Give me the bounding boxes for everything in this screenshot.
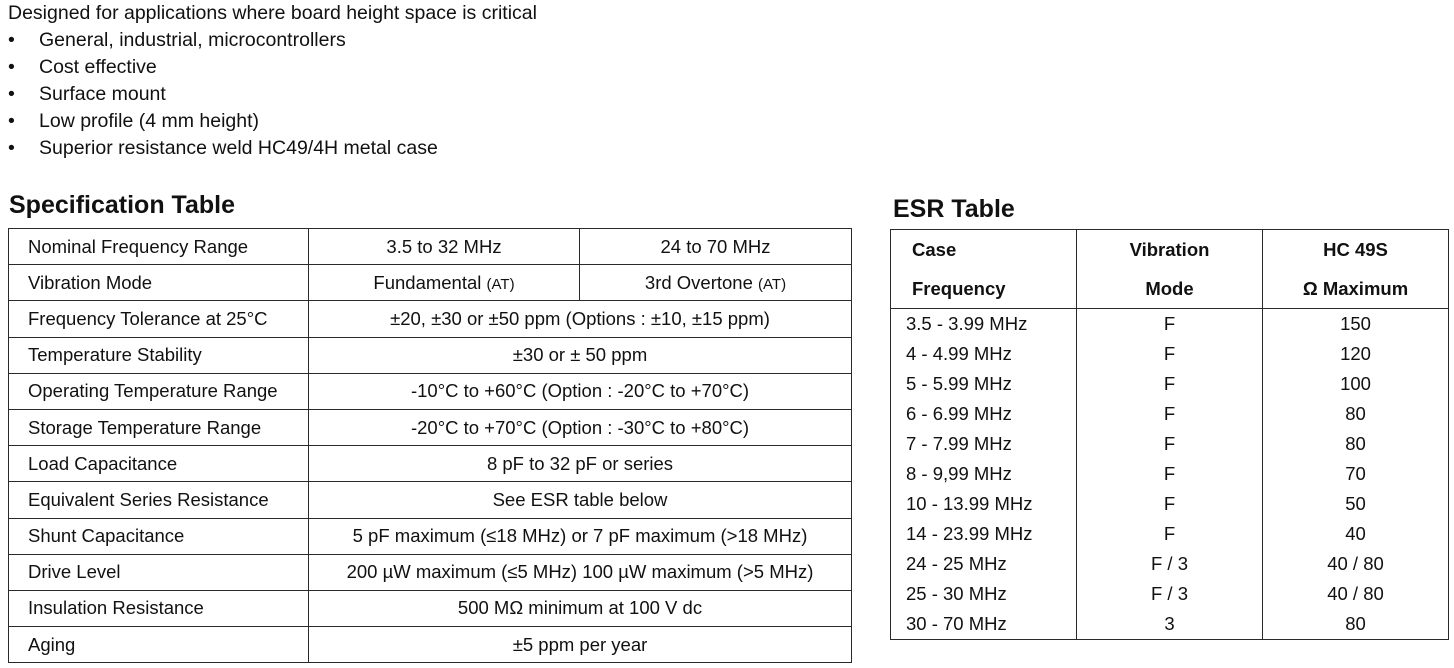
table-row xyxy=(9,337,852,373)
mode-cell: F / 3 xyxy=(1077,579,1263,609)
frequency-cell: 4 - 4.99 MHz xyxy=(891,339,1077,369)
frequency-cell: 24 - 25 MHz xyxy=(891,549,1077,579)
intro-heading: Designed for applications where board height space is critical xyxy=(8,2,537,24)
param-value: ±20, ±30 or ±50 ppm (Options : ±10, ±15 ppm) xyxy=(309,301,852,337)
feature-list xyxy=(8,27,537,162)
param-name: Storage Temperature Range xyxy=(9,409,309,445)
table-row xyxy=(9,554,852,590)
param-value: 500 MΩ minimum at 100 V dc xyxy=(309,590,852,626)
esr-table xyxy=(890,229,1449,640)
table-row xyxy=(9,446,852,482)
table-row xyxy=(9,265,852,301)
table-row xyxy=(9,590,852,626)
param-value: 5 pF maximum (≤18 MHz) or 7 pF maximum (>18 MHz) xyxy=(309,518,852,554)
param-value: 200 µW maximum (≤5 MHz) 100 µW maximum (>5 MHz) xyxy=(309,554,852,590)
frequency-cell: 3.5 - 3.99 MHz xyxy=(891,309,1077,340)
mode-cell: F xyxy=(1077,429,1263,459)
esr-max-cell: 70 xyxy=(1263,459,1449,489)
feature-list-item xyxy=(8,54,537,81)
mode-cell: 3 xyxy=(1077,609,1263,640)
feature-list-item xyxy=(8,135,537,162)
feature-list-item xyxy=(8,81,537,108)
param-value: -20°C to +70°C (Option : -30°C to +80°C) xyxy=(309,409,852,445)
esr-max-cell: 40 / 80 xyxy=(1263,579,1449,609)
param-value xyxy=(309,265,580,301)
param-value: ±30 or ± 50 ppm xyxy=(309,337,852,373)
table-row xyxy=(9,518,852,554)
param-name: Vibration Mode xyxy=(9,265,309,301)
mode-cell: F xyxy=(1077,519,1263,549)
cut-type-label: (AT) xyxy=(486,275,515,293)
esr-max-cell: 40 / 80 xyxy=(1263,549,1449,579)
column-header: HC 49S xyxy=(1263,230,1449,270)
mode-cell: F xyxy=(1077,459,1263,489)
bullet-icon: • xyxy=(8,110,15,132)
mode-text: Fundamental xyxy=(373,271,482,293)
param-name: Temperature Stability xyxy=(9,337,309,373)
param-name: Drive Level xyxy=(9,554,309,590)
param-name: Frequency Tolerance at 25°C xyxy=(9,301,309,337)
param-value: 24 to 70 MHz xyxy=(580,229,852,265)
mode-text: 3rd Overtone xyxy=(644,271,753,293)
mode-cell: F xyxy=(1077,489,1263,519)
esr-max-cell: 50 xyxy=(1263,489,1449,519)
frequency-cell: 25 - 30 MHz xyxy=(891,579,1077,609)
mode-cell: F xyxy=(1077,309,1263,340)
param-name: Aging xyxy=(9,627,309,663)
param-value: -10°C to +60°C (Option : -20°C to +70°C) xyxy=(309,373,852,409)
esr-max-cell: 150 xyxy=(1263,309,1449,340)
table-row xyxy=(891,429,1449,459)
param-value: 8 pF to 32 pF or series xyxy=(309,446,852,482)
table-row xyxy=(891,339,1449,369)
esr-max-cell: 80 xyxy=(1263,609,1449,640)
param-name: Shunt Capacitance xyxy=(9,518,309,554)
param-name: Load Capacitance xyxy=(9,446,309,482)
feature-text: Surface mount xyxy=(39,83,166,105)
specification-table xyxy=(8,228,852,663)
frequency-cell: 30 - 70 MHz xyxy=(891,609,1077,640)
mode-cell: F / 3 xyxy=(1077,549,1263,579)
column-header: Ω Maximum xyxy=(1263,269,1449,309)
frequency-cell: 7 - 7.99 MHz xyxy=(891,429,1077,459)
table-row xyxy=(891,609,1449,640)
bullet-icon: • xyxy=(8,83,15,105)
table-row xyxy=(891,459,1449,489)
table-row xyxy=(891,369,1449,399)
frequency-cell: 5 - 5.99 MHz xyxy=(891,369,1077,399)
esr-table-title: ESR Table xyxy=(893,195,1015,223)
table-row xyxy=(9,229,852,265)
feature-list-item xyxy=(8,27,537,54)
bullet-icon: • xyxy=(8,29,15,51)
esr-max-cell: 80 xyxy=(1263,399,1449,429)
table-row xyxy=(891,519,1449,549)
param-name: Insulation Resistance xyxy=(9,590,309,626)
table-row xyxy=(891,489,1449,519)
table-row xyxy=(891,579,1449,609)
param-value xyxy=(580,265,852,301)
frequency-cell: 14 - 23.99 MHz xyxy=(891,519,1077,549)
frequency-cell: 8 - 9,99 MHz xyxy=(891,459,1077,489)
bullet-icon: • xyxy=(8,56,15,78)
feature-text: Cost effective xyxy=(39,56,157,78)
mode-cell: F xyxy=(1077,369,1263,399)
table-row xyxy=(9,301,852,337)
table-row xyxy=(9,409,852,445)
esr-max-cell: 80 xyxy=(1263,429,1449,459)
column-header: Mode xyxy=(1077,269,1263,309)
frequency-cell: 10 - 13.99 MHz xyxy=(891,489,1077,519)
intro-section xyxy=(8,0,537,162)
feature-text: Low profile (4 mm height) xyxy=(39,110,260,132)
esr-max-cell: 40 xyxy=(1263,519,1449,549)
cut-type-label: (AT) xyxy=(758,275,787,293)
table-row xyxy=(9,627,852,663)
feature-list-item xyxy=(8,108,537,135)
bullet-icon: • xyxy=(8,137,15,159)
feature-text: Superior resistance weld HC49/4H metal case xyxy=(39,137,438,159)
mode-cell: F xyxy=(1077,399,1263,429)
table-row xyxy=(891,309,1449,340)
param-value: See ESR table below xyxy=(309,482,852,518)
table-row xyxy=(9,373,852,409)
param-value: ±5 ppm per year xyxy=(309,627,852,663)
esr-max-cell: 100 xyxy=(1263,369,1449,399)
param-name: Equivalent Series Resistance xyxy=(9,482,309,518)
column-header: Vibration xyxy=(1077,230,1263,270)
table-row xyxy=(891,399,1449,429)
esr-max-cell: 120 xyxy=(1263,339,1449,369)
param-name: Nominal Frequency Range xyxy=(9,229,309,265)
frequency-cell: 6 - 6.99 MHz xyxy=(891,399,1077,429)
table-row xyxy=(9,482,852,518)
table-header-row xyxy=(891,269,1449,309)
param-value: 3.5 to 32 MHz xyxy=(309,229,580,265)
table-header-row xyxy=(891,230,1449,270)
param-name: Operating Temperature Range xyxy=(9,373,309,409)
specification-table-title: Specification Table xyxy=(9,191,235,219)
table-row xyxy=(891,549,1449,579)
column-header: Frequency xyxy=(891,269,1077,309)
mode-cell: F xyxy=(1077,339,1263,369)
feature-text: General, industrial, microcontrollers xyxy=(39,29,346,51)
column-header: Case xyxy=(891,230,1077,270)
